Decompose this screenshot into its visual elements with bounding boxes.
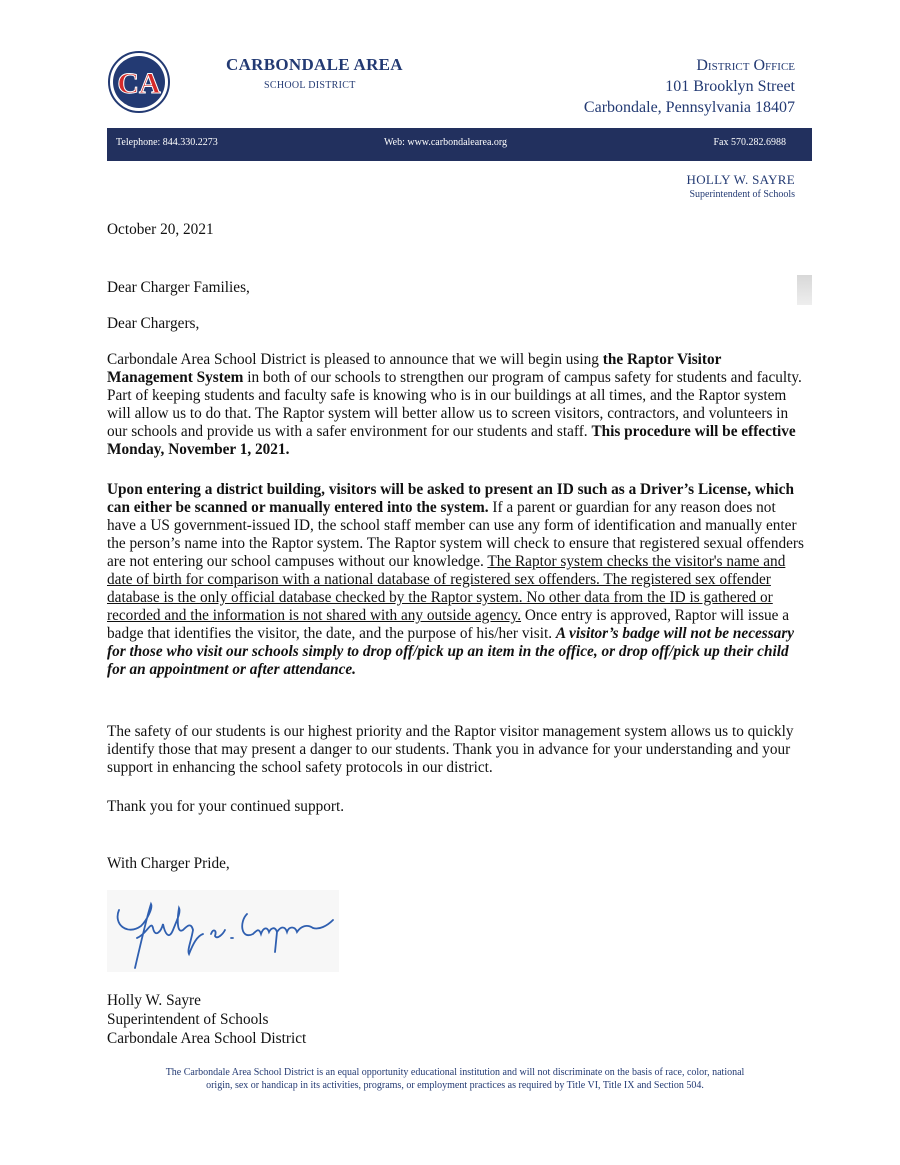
fax: Fax 570.282.6988 (713, 137, 786, 148)
office-street: 101 Brooklyn Street (665, 78, 795, 95)
p1-system-name: the Raptor Visitor Management System (107, 351, 722, 386)
paragraph-safety: The safety of our students is our highest priority and the Raptor visitor management system allows us to quickly identify those that may present a danger to our students. Thank you in advance for your understanding and your support in enhancing the school safety protocols in our district. (107, 723, 794, 776)
office-label: District Office (696, 57, 795, 74)
closing: With Charger Pride, (107, 855, 230, 872)
district-logo (108, 51, 170, 113)
district-name: CARBONDALE AREA (226, 55, 403, 74)
district-office-address (584, 55, 795, 118)
svg-text:CA: CA (117, 67, 161, 100)
greeting-families: Dear Charger Families, (107, 279, 250, 296)
footer-line-2: origin, sex or handicap in its activities, programs, or employment practices as required by Title VI, Title IX and Section 504. (206, 1080, 704, 1091)
greeting-chargers: Dear Chargers, (107, 315, 200, 332)
office-city: Carbondale, Pennsylvania 18407 (583, 99, 795, 116)
superintendent-name: HOLLY W. SAYRE (686, 172, 795, 187)
p1-text-a: Carbondale Area School District is pleased to announce that we will begin using (107, 351, 603, 368)
paragraph-procedure (107, 481, 807, 679)
paragraph-announcement (107, 351, 807, 459)
district-subtitle: SCHOOL DISTRICT (264, 80, 356, 91)
p2-badge-exception: A visitor’s badge will not be necessary for those who visit our schools simply to drop off/pick up an item in the office, or drop off/pick up their child for an appointment or after attendance. (107, 625, 795, 678)
p1-effective-date: This procedure will be effective Monday, November 1, 2021. (107, 423, 796, 458)
superintendent-title: Superintendent of Schools (689, 189, 795, 200)
signer-organization: Carbondale Area School District (107, 1030, 307, 1047)
p2-id-requirement: Upon entering a district building, visitors will be asked to present an ID such as a Driver’s License, which can either be scanned or manually entered into the system. (107, 481, 794, 516)
p2-text-b: If a parent or guardian for any reason does not have a US government-issued ID, the school staff member can use any form of identification and manually enter the person’s name into the Raptor system. The Raptor system will check to ensure that registered sexual offenders are not entering our school campuses without our knowledge. (107, 499, 804, 570)
signer-title: Superintendent of Schools (107, 1011, 269, 1028)
signer-name: Holly W. Sayre (107, 992, 201, 1009)
p2-database-info: The Raptor system checks the visitor's name and date of birth for comparison with a national database of registered sex offenders. The registered sex offender database is the only official database checked by the Raptor system. No other data from the ID is gathered or recorded and the information is not shared with any outside agency. (107, 553, 786, 624)
website: Web: www.carbondalearea.org (384, 137, 508, 148)
p1-text-c: in both of our schools to strengthen our program of campus safety for students and faculty. Part of keeping students and faculty safe is knowing who is in our buildings at all times, and the Raptor system will allow us to do that. The Raptor system will better allow us to screen visitors, contractors, and volunteers in our schools and provide us with a safer environment for our students and staff. (107, 369, 802, 440)
contact-bar (107, 128, 812, 161)
paragraph-thanks: Thank you for your continued support. (107, 798, 345, 815)
p2-text-d: Once entry is approved, Raptor will issue a badge that identifies the visitor, the date, and the purpose of his/her visit. (107, 607, 790, 642)
letter-date: October 20, 2021 (107, 221, 214, 238)
signature (107, 890, 339, 972)
nondiscrimination-footer (100, 1066, 810, 1092)
footer-line-1: The Carbondale Area School District is an equal opportunity educational institution and will not discriminate on the basis of race, color, national (165, 1067, 745, 1078)
telephone: Telephone: 844.330.2273 (116, 137, 218, 148)
